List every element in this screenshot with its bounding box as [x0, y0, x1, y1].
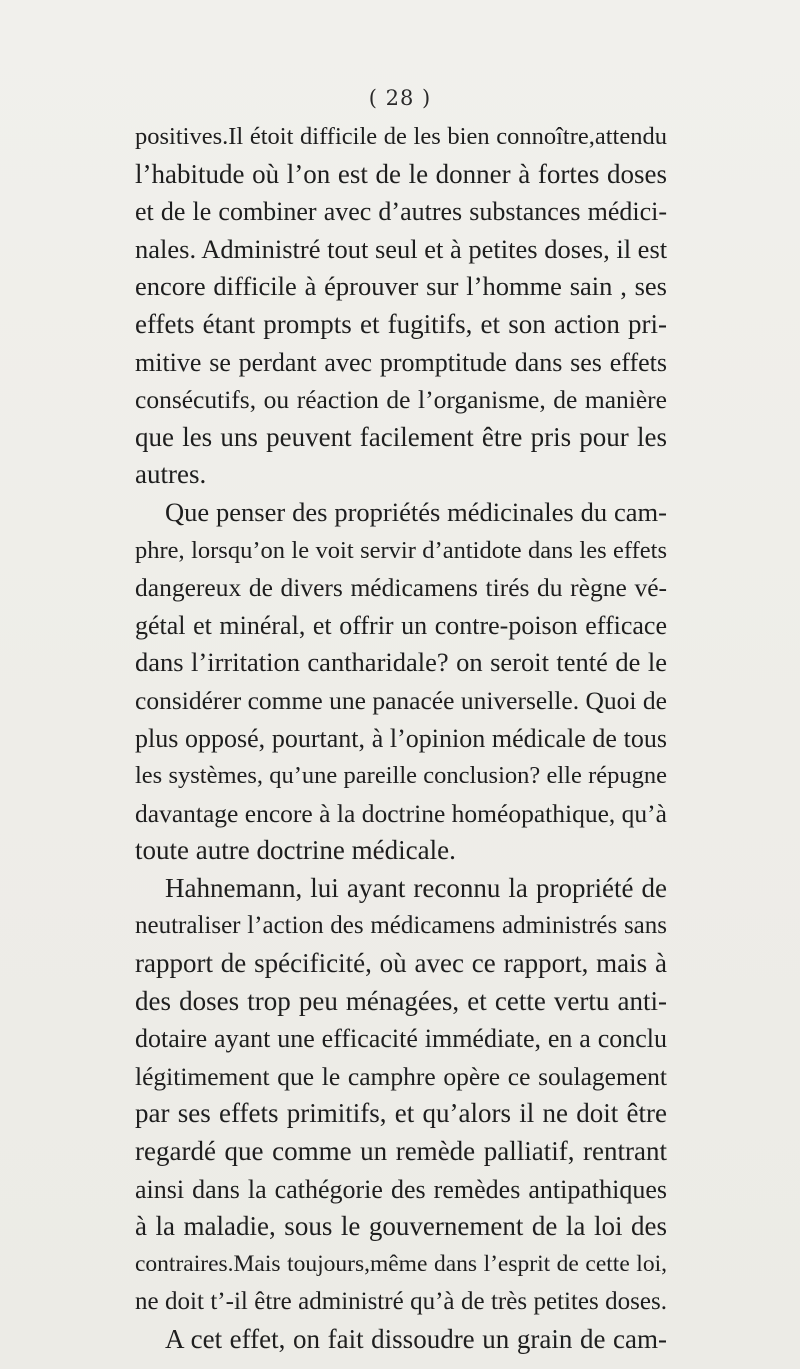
- text-line: gétal et minéral, et offrir un contre-poison efficace: [135, 610, 667, 640]
- text-line: plus opposé, pourtant, à l’opinion médicale de tous: [135, 723, 667, 753]
- text-line: des doses trop peu ménagées, et cette vertu anti-: [135, 985, 667, 1016]
- text-line: par ses effets primitifs, et qu’alors il ne doit être: [135, 1098, 667, 1129]
- paragraph-end-line: toute autre doctrine médicale.: [135, 835, 456, 866]
- text-line: l’habitude où l’on est de le donner à fortes doses: [135, 158, 667, 189]
- text-line: mitive se perdant avec promptitude dans ses effets: [135, 347, 667, 377]
- text-line: ainsi dans la cathégorie des remèdes antipathiques: [135, 1174, 667, 1204]
- text-line: à la maladie, sous le gouvernement de la loi des: [135, 1211, 667, 1242]
- text-line: et de le combiner avec d’autres substances médici-: [135, 197, 667, 227]
- paragraph-start-line: Hahnemann, lui ayant reconnu la propriété de: [165, 872, 667, 903]
- text-line: considérer comme une panacée universelle. Quoi de: [135, 685, 667, 715]
- paragraph-end-line: autres.: [135, 459, 207, 490]
- text-line: phre, lorsqu’on le voit servir d’antidote dans les effets: [135, 536, 667, 564]
- text-line: légitimement que le camphre opère ce soulagement: [135, 1061, 667, 1091]
- text-line: les systèmes, qu’une pareille conclusion? elle répugne: [135, 762, 667, 790]
- text-line: nales. Administré tout seul et à petites doses, il est: [135, 233, 668, 264]
- body-text: [135, 118, 667, 1359]
- text-line: rapport de spécificité, où avec ce rapport, mais à: [135, 948, 667, 979]
- text-line: contraires.Mais toujours,même dans l’esprit de cette loi,: [135, 1250, 667, 1277]
- text-line: que les uns peuvent facilement être pris pour les: [135, 421, 667, 452]
- text-line: consécutifs, ou réaction de l’organisme, de manière: [135, 385, 667, 415]
- text-line: davantage encore à la doctrine homéopathique, qu’à: [135, 798, 667, 828]
- page-number: ( 28 ): [368, 86, 432, 110]
- text-line: effets étant prompts et fugitifs, et son action pri-: [135, 308, 667, 339]
- text-line: dans l’irritation cantharidale? on seroit tenté de le: [135, 647, 667, 678]
- paragraph-start-line: A cet effet, on fait dissoudre un grain de cam-: [165, 1324, 667, 1354]
- text-line: dangereux de divers médicamens tirés du règne vé-: [135, 573, 667, 603]
- text-line: neutraliser l’action des médicamens administrés sans: [135, 912, 667, 940]
- text-line: encore difficile à éprouver sur l’homme sain , ses: [135, 271, 667, 302]
- text-line: dotaire ayant une efficacité immédiate, en a conclu: [135, 1024, 667, 1054]
- text-line: ne doit t’-il être administré qu’à de très petites doses.: [135, 1288, 667, 1316]
- paragraph-start-line: Que penser des propriétés médicinales du cam-: [165, 496, 667, 527]
- text-line: positives.Il étoit difficile de les bien connoître,attendu: [135, 123, 667, 150]
- text-line: regardé que comme un remède palliatif, rentrant: [135, 1136, 667, 1167]
